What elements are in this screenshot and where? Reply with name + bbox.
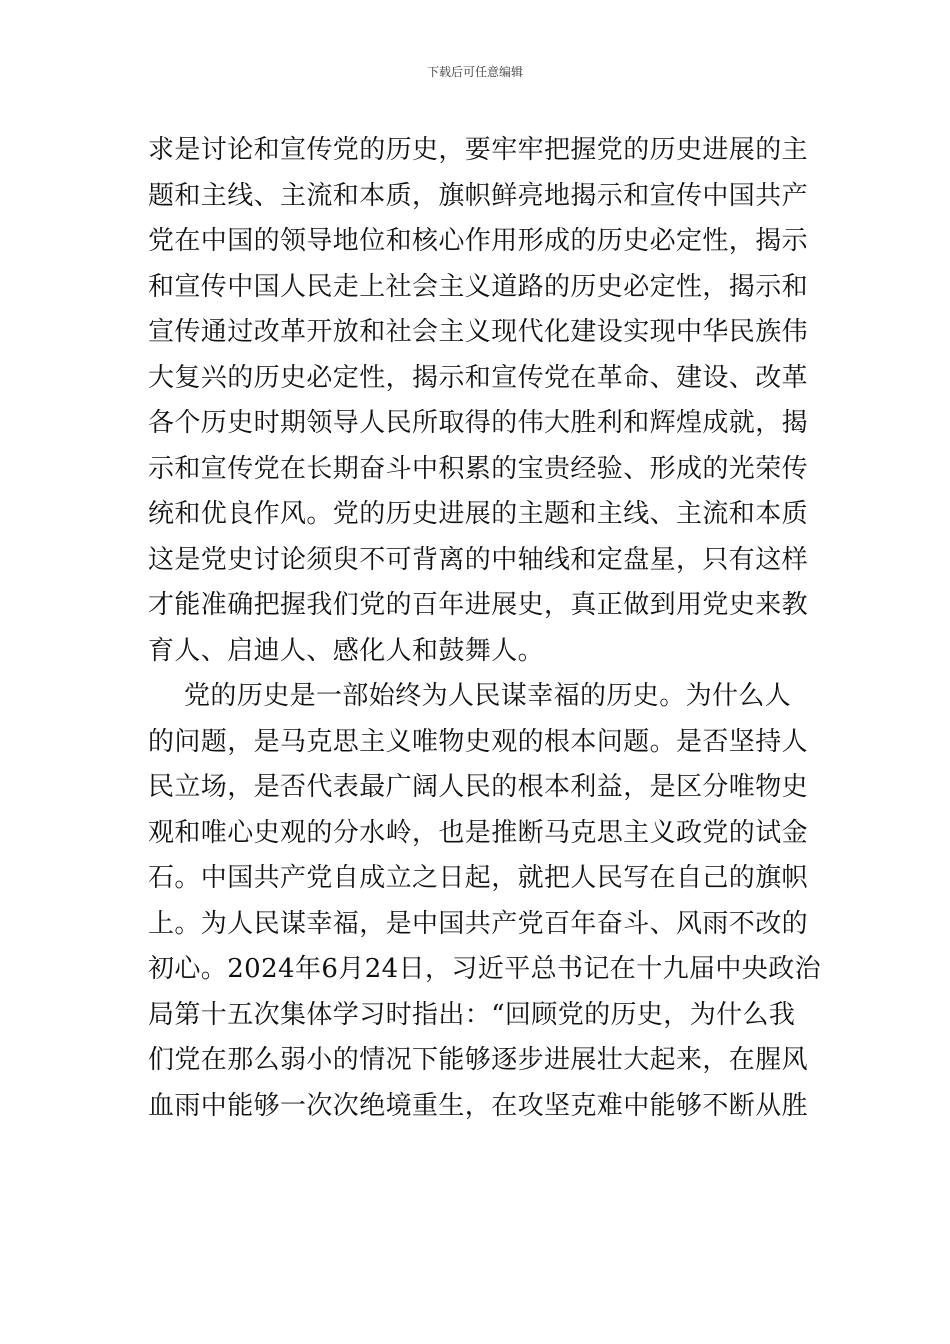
text-line: 育人、启迪人、感化人和鼓舞人。 bbox=[148, 635, 545, 666]
text-line: 这是党史讨论须臾不可背离的中轴线和定盘星，只有这样 bbox=[148, 544, 809, 575]
text-line: 的问题，是马克思主义唯物史观的根本问题。是否坚持人 bbox=[148, 726, 809, 757]
text-line: 示和宣传党在长期奋斗中积累的宝贵经验、形成的光荣传 bbox=[148, 453, 809, 484]
text-line: 局第十五次集体学习时指出：“回顾党的历史，为什么我 bbox=[148, 999, 796, 1030]
text-line: 宣传通过改革开放和社会主义现代化建设实现中华民族伟 bbox=[148, 317, 809, 347]
text-line: 民立场，是否代表最广阔人民的根本利益，是区分唯物史 bbox=[148, 772, 809, 802]
text-line: 血雨中能够一次次绝境重生，在攻坚克难中能够不断从胜 bbox=[148, 1090, 809, 1121]
text-line: 统和优良作风。党的历史进展的主题和主线、主流和本质 bbox=[148, 499, 809, 529]
paragraph-start-line: 党的历史是一部始终为人民谋幸福的历史。为什么人 bbox=[184, 681, 792, 711]
text-line: 和宣传中国人民走上社会主义道路的历史必定性，揭示和 bbox=[148, 271, 809, 302]
text-line: 才能准确把握我们党的百年进展史，真正做到用党史来教 bbox=[148, 590, 809, 620]
page-header: 下载后可任意编辑 bbox=[426, 65, 523, 79]
text-line: 题和主线、主流和本质，旗帜鲜亮地揭示和宣传中国共产 bbox=[148, 180, 809, 211]
text-line: 石。中国共产党自成立之日起，就把人民写在自己的旗帜 bbox=[148, 863, 809, 893]
text-line: 们党在那么弱小的情况下能够逐步进展壮大起来，在腥风 bbox=[148, 1045, 809, 1075]
text-line: 观和唯心史观的分水岭，也是推断马克思主义政党的试金 bbox=[148, 817, 809, 848]
text-line: 求是讨论和宣传党的历史，要牢牢把握党的历史进展的主 bbox=[148, 135, 809, 165]
text-line: 党在中国的领导地位和核心作用形成的历史必定性，揭示 bbox=[148, 226, 809, 256]
text-line: 上。为人民谋幸福，是中国共产党百年奋斗、风雨不改的 bbox=[148, 908, 809, 939]
document-body bbox=[148, 128, 821, 1129]
text-line: 初心。2024年6月24日，习近平总书记在十九届中央政治 bbox=[148, 954, 821, 984]
text-line: 大复兴的历史必定性，揭示和宣传党在革命、建设、改革 bbox=[148, 362, 809, 393]
text-line: 各个历史时期领导人民所取得的伟大胜利和辉煌成就，揭 bbox=[148, 408, 809, 438]
